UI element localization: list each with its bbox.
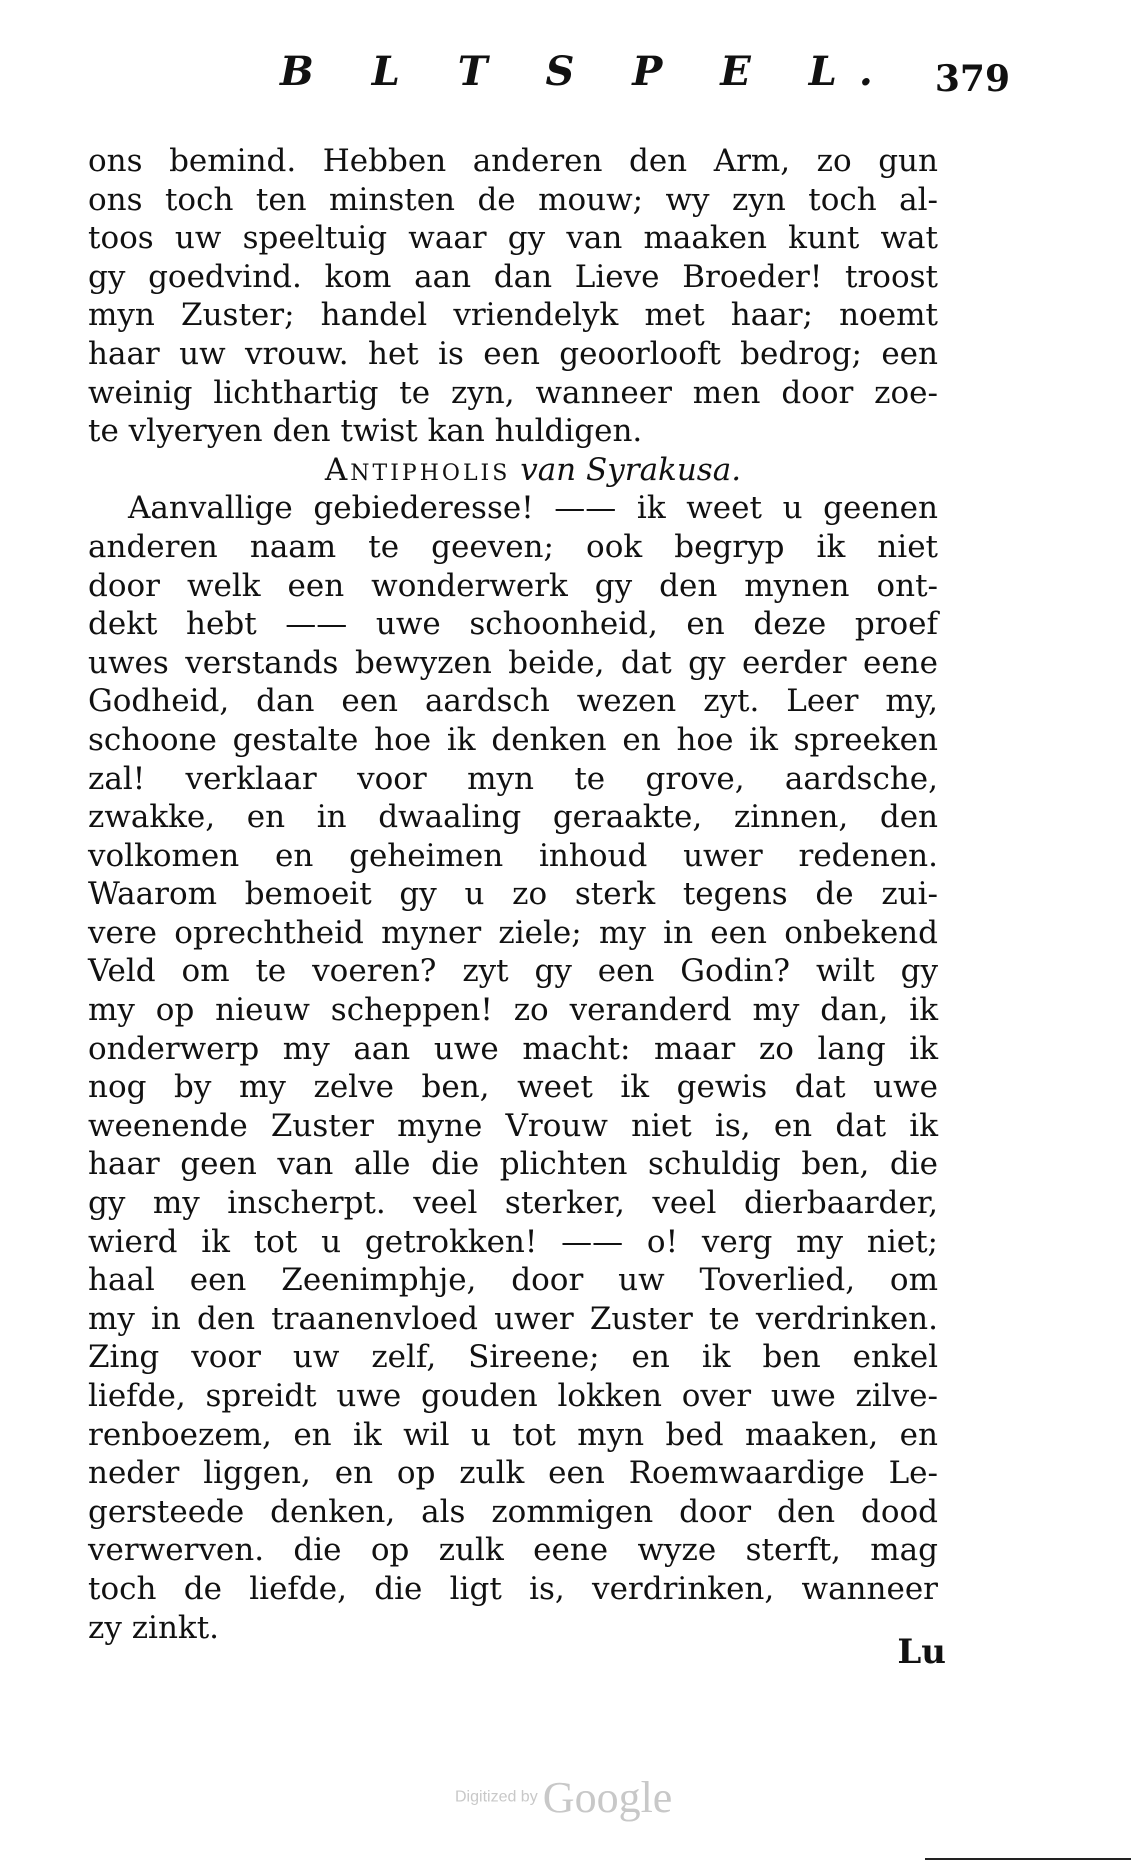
text-line: renboezem, en ik wil u tot myn bed maaken, en	[88, 1416, 938, 1453]
text-line: zwakke, en in dwaaling geraakte, zinnen, den	[88, 799, 938, 836]
text-line: nog by my zelve ben, weet ik gewis dat uwe	[88, 1069, 938, 1106]
text-line: haar geen van alle die plichten schuldig ben, die	[88, 1146, 938, 1183]
catchword: Lu	[897, 1632, 946, 1672]
text-line: ons toch ten minsten de mouw; wy zyn toch al-	[88, 181, 938, 218]
text-line: gersteede denken, als zommigen door den dood	[88, 1493, 938, 1530]
digitized-watermark	[455, 1772, 672, 1823]
text-line: volkomen en geheimen inhoud uwer redenen.	[88, 837, 938, 874]
text-line: ons bemind. Hebben anderen den Arm, zo gun	[88, 143, 938, 179]
text-line: zal! verklaar voor myn te grove, aardsche,	[88, 760, 938, 797]
text-line: verwerven. die op zulk eene wyze sterft, mag	[88, 1532, 938, 1569]
text-line: Aanvallige gebiederesse! —— ik weet u geenen	[128, 490, 938, 527]
text-line: zy zinkt.	[88, 1609, 220, 1646]
text-line: dekt hebt —— uwe schoonheid, en deze proef	[88, 606, 938, 643]
text-line: Waarom bemoeit gy u zo sterk tegens de zui-	[88, 876, 938, 913]
text-line: uwes verstands bewyzen beide, dat gy eerder eene	[88, 644, 938, 681]
text-line: my op nieuw scheppen! zo veranderd my dan, ik	[88, 992, 938, 1029]
page-number: 379	[934, 58, 1010, 100]
running-head	[90, 48, 1050, 108]
text-line: vere oprechtheid myner ziele; my in een onbekend	[88, 914, 938, 951]
text-line: neder liggen, en op zulk een Roemwaardige Le-	[88, 1455, 938, 1492]
text-line: schoone gestalte hoe ik denken en hoe ik spreeken	[88, 721, 938, 758]
body-text	[88, 142, 938, 1647]
text-line: Veld om te voeren? zyt gy een Godin? wilt gy	[88, 953, 938, 990]
text-line: door welk een wonderwerk gy den mynen ont-	[88, 567, 938, 604]
speaker-place: van Syrakusa.	[520, 451, 742, 488]
text-line: Zing voor uw zelf, Sireene; en ik ben enkel	[88, 1339, 938, 1376]
text-line: wierd ik tot u getrokken! —— o! verg my niet;	[88, 1223, 938, 1260]
text-line: weenende Zuster myne Vrouw niet is, en dat ik	[88, 1107, 938, 1144]
text-line: toos uw speeltuig waar gy van maaken kunt wat	[88, 220, 938, 257]
text-line: onderwerp my aan uwe macht: maar zo lang ik	[88, 1030, 938, 1067]
text-line: gy goedvind. kom aan dan Lieve Broeder! troost	[88, 258, 938, 295]
text-line: haar uw vrouw. het is een geoorlooft bedrog; een	[88, 335, 938, 372]
text-line: gy my inscherpt. veel sterker, veel dierbaarder,	[88, 1185, 938, 1222]
text-line: te vlyeryen den twist kan huldigen.	[88, 413, 643, 450]
text-line: Godheid, dan een aardsch wezen zyt. Leer my,	[88, 683, 938, 720]
text-line: haal een Zeenimphje, door uw Toverlied, om	[88, 1262, 938, 1299]
speaker-heading	[88, 451, 938, 490]
google-logo: Google	[542, 1773, 673, 1822]
running-title: B L T S P E L.	[280, 48, 895, 95]
text-line: liefde, spreidt uwe gouden lokken over uwe zilve-	[88, 1378, 938, 1414]
text-line: toch de liefde, die ligt is, verdrinken, wanneer	[88, 1570, 938, 1607]
text-line: anderen naam te geeven; ook begryp ik niet	[88, 528, 938, 565]
text-line: myn Zuster; handel vriendelyk met haar; noemt	[88, 297, 938, 334]
watermark-prefix: Digitized by	[455, 1788, 538, 1806]
text-line: my in den traanenvloed uwer Zuster te verdrinken.	[88, 1300, 938, 1337]
text-line: weinig lichthartig te zyn, wanneer men door zoe-	[88, 374, 938, 411]
speaker-name: Antipholis	[324, 451, 511, 488]
bottom-rule	[925, 1858, 1131, 1860]
